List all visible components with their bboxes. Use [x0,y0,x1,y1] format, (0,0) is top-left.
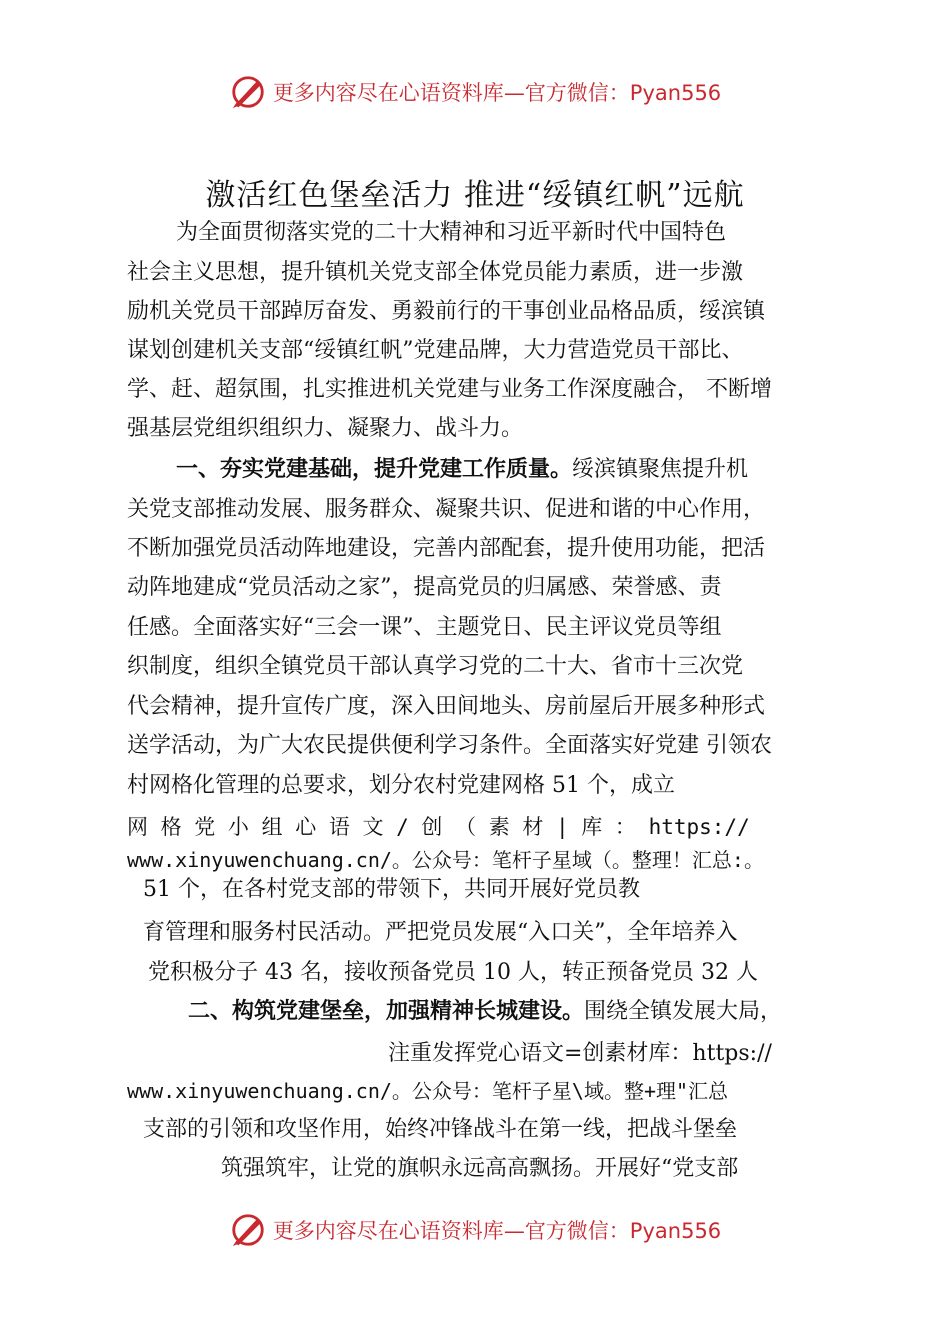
pen-logo-icon [229,1211,267,1249]
text-line: 谋划创建机关支部“绥镇红帆”党建品牌，大力营造党员干部比、 [127,338,744,363]
text-line: 关党支部推动发展、服务群众、凝聚共识、促进和谐的中心作用， [127,497,766,522]
text-line: 送学活动，为广大农民提供便利学习条件。全面落实好党建 引领农 [127,733,772,758]
text-line: 育管理和服务村民活动。严把党员发展“入口关”，全年培养入 [143,920,738,945]
footer-text: 更多内容尽在心语资料库—官方微信：Pyan556 [272,1219,722,1243]
text-line: 强基层党组织组织力、凝聚力、战斗力。 [127,416,524,441]
text-line: www.xinyuwenchuang.cn/。公众号：笔杆子星\域。整+理"汇总 [127,1079,729,1103]
text-line: 学、赶、超氛围，扎实推进机关党建与业务工作深度融合， 不断增 [127,377,772,402]
text-line: www.xinyuwenchuang.cn/。公众号：笔杆子星域（。整理！汇总:。 [127,848,764,872]
text-line: 织制度，组织全镇党员干部认真学习党的二十大、省市十三次党 [127,654,744,679]
text-line: 代会精神，提升宣传广度，深入田间地头、房前屋后开展多种形式 [127,694,766,719]
section-1-heading: 一、夯实党建基础，提升党建工作质量。 [176,457,573,482]
header-banner [0,70,950,114]
text-line: 社会主义思想，提升镇机关党支部全体党员能力素质，进一步激 [127,260,744,285]
section-2-heading: 二、构筑党建堡垒，加强精神长城建设。 [188,999,585,1024]
section-2-first-line: 二、构筑党建堡垒，加强精神长城建设。围绕全镇发展大局， [188,999,783,1024]
section-1-first-line: 一、夯实党建基础，提升党建工作质量。绥滨镇聚焦提升机 [176,457,749,482]
text-line: 网 格 党 小 组 心 语 文 / 创 （ 素 材 | 库 ： https:// [127,815,750,839]
text-line: 筑强筑牢，让党的旗帜永远高高飘扬。开展好“党支部 [221,1156,739,1181]
text-line: 党积极分子 43 名，接收预备党员 10 人，转正预备党员 32 人 [148,960,758,985]
document-title: 激活红色堡垒活力 推进“绥镇红帆”远航 [205,178,745,213]
text-line: 任感。全面落实好“三会一课”、主题党日、民主评议党员等组 [127,615,722,640]
text-line: 51 个，在各村党支部的带领下，共同开展好党员教 [143,877,640,902]
text-line: 励机关党员干部踔厉奋发、勇毅前行的干事创业品格品质，绥滨镇 [127,299,766,324]
text-line: 不断加强党员活动阵地建设，完善内部配套，提升使用功能，把活 [127,536,766,561]
header-text: 更多内容尽在心语资料库—官方微信：Pyan556 [272,81,722,105]
pen-logo-icon [229,73,267,111]
text-line: 支部的引领和攻坚作用，始终冲锋战斗在第一线，把战斗堡垒 [143,1117,738,1142]
text-line: 动阵地建成“党员活动之家”，提高党员的归属感、荣誉感、责 [127,575,722,600]
text-line: 注重发挥党心语文=创素材库：https:// [388,1041,772,1066]
text-line: 为全面贯彻落实党的二十大精神和习近平新时代中国特色 [176,220,727,245]
footer-banner [0,1208,950,1252]
text-line: 村网格化管理的总要求，划分农村党建网格 51 个，成立 [127,773,675,798]
